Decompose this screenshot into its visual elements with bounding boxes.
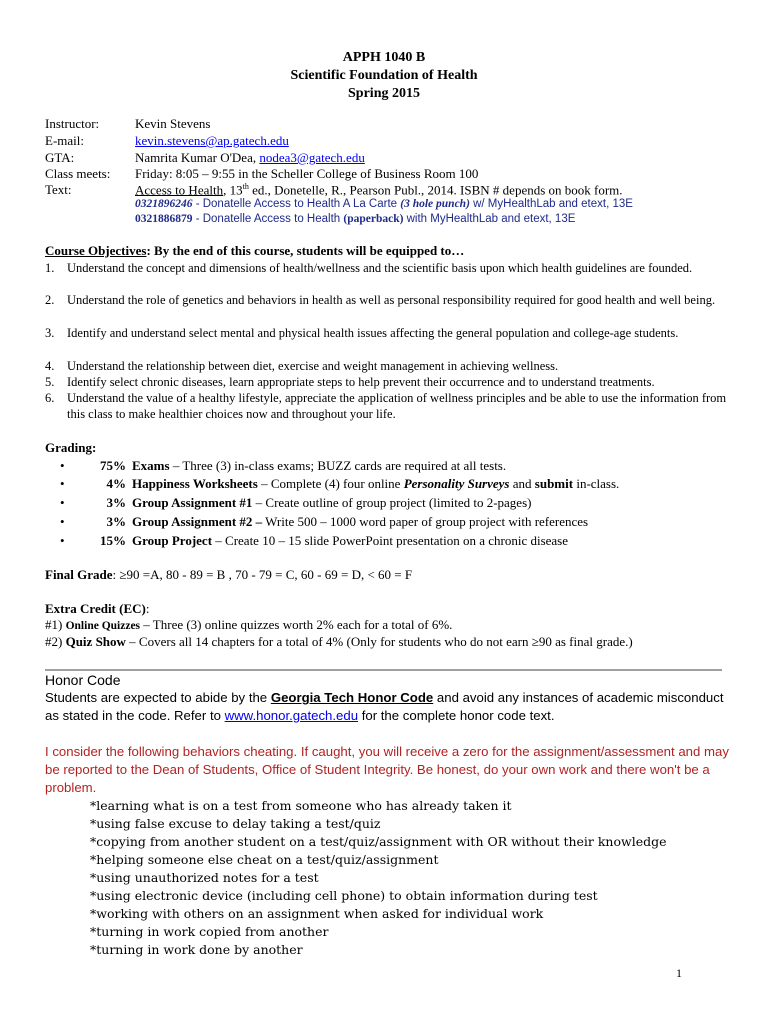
grading-heading: Grading: — [45, 440, 97, 455]
grading-item: • 3% Group Assignment #1 – Create outline of group project (limited to 2-pages) — [60, 495, 532, 510]
textbook-title: Access to Health — [135, 182, 224, 198]
objective-item: 1. Understand the concept and dimensions of health/wellness and the scientific basis upon which health guidelines are founded. — [45, 261, 693, 275]
honor-code-paragraph: Students are expected to abide by the Georgia Tech Honor Code and avoid any instances of academic misconduct as stated in the code. Refer to www.honor.gatech.edu for the complete honor code text. — [45, 690, 724, 723]
cheating-behavior-item: *copying from another student on a test/quiz/assignment with OR without their knowledge — [90, 834, 667, 849]
extra-credit-item-2: #2) Quiz Show – Covers all 14 chapters for a total of 4% (Only for students who do not earn ≥90 as final grade.) — [45, 634, 633, 649]
textbook: Access to Health, 13th ed., Donetelle, R., Pearson Publ., 2014. ISBN # depends on book form. — [135, 182, 623, 198]
email-label: E-mail: — [45, 133, 84, 148]
cheating-behavior-item: *turning in work done by another — [90, 942, 303, 957]
cheating-behavior-item: *working with others on an assignment when asked for individual work — [90, 906, 544, 921]
objectives-heading: Course Objectives: By the end of this course, students will be equipped to… — [45, 243, 465, 258]
cheating-behavior-item: *helping someone else cheat on a test/quiz/assignment — [90, 852, 439, 867]
objective-item: 2. Understand the role of genetics and behaviors in health as well as personal responsibility required for good health and well being. — [45, 293, 716, 307]
instructor-label: Instructor: — [45, 116, 100, 131]
objective-item: 3. Identify and understand select mental and physical health issues affecting the general population and college-age students. — [45, 326, 679, 340]
cheating-behavior-item: *using electronic device (including cell phone) to obtain information during test — [90, 888, 598, 903]
section-divider — [45, 669, 722, 671]
grading-item: • 75% Exams – Three (3) in-class exams; BUZZ cards are required at all tests. — [60, 458, 507, 473]
course-title: Scientific Foundation of Health — [290, 68, 478, 83]
honor-website-link[interactable]: www.honor.gatech.edu — [224, 708, 359, 723]
text-label: Text: — [45, 182, 72, 197]
cheating-behavior-item: *using false excuse to delay taking a test/quiz — [90, 816, 381, 831]
cheating-behavior-item: *learning what is on a test from someone who has already taken it — [90, 798, 512, 813]
objective-item: 6. Understand the value of a healthy lifestyle, appreciate the application of wellness principles and be able to use the information from this class to make healthier choices now and throughout your life. — [45, 391, 727, 421]
extra-credit-heading: Extra Credit (EC): — [45, 601, 150, 616]
gta-name: Namrita Kumar O'Dea, — [135, 150, 260, 165]
instructor-email-link[interactable]: kevin.stevens@ap.gatech.edu — [135, 133, 289, 148]
course-term: Spring 2015 — [348, 86, 420, 101]
objective-item: 5. Identify select chronic diseases, learn appropriate steps to help prevent their occurrence and to understand treatments. — [45, 375, 655, 389]
isbn-option-2: 0321886879 - Donatelle Access to Health (paperback) with MyHealthLab and etext, 13E — [135, 213, 576, 225]
course-code: APPH 1040 B — [342, 50, 426, 65]
grading-item: • 15% Group Project – Create 10 – 15 slide PowerPoint presentation on a chronic disease — [60, 533, 569, 548]
honor-code-name: Georgia Tech Honor Code — [270, 690, 434, 705]
gta-label: GTA: — [45, 150, 75, 165]
grading-item: • 3% Group Assignment #2 – Write 500 – 1000 word paper of group project with references — [60, 514, 589, 529]
extra-credit-item-1: #1) Online Quizzes – Three (3) online quizzes worth 2% each for a total of 6%. — [45, 617, 453, 632]
isbn-option-1: 0321896246 - Donatelle Access to Health A La Carte (3 hole punch) w/ MyHealthLab and etext, 13E — [135, 198, 633, 210]
final-grade: Final Grade: ≥90 =A, 80 - 89 = B , 70 - 79 = C, 60 - 69 = D, < 60 = F — [45, 567, 413, 582]
cheating-behavior-item: *using unauthorized notes for a test — [90, 870, 319, 885]
gta-email-link[interactable]: nodea3@gatech.edu — [259, 150, 365, 165]
cheating-warning: I consider the following behaviors cheating. If caught, you will receive a zero for the assignment/assessment and may be reported to the Dean of Students, Office of Student Integrity. Be honest, do your own work and there won't be a problem. — [45, 744, 729, 795]
instructor-name: Kevin Stevens — [135, 116, 211, 131]
cheating-behavior-item: *turning in work copied from another — [90, 924, 329, 939]
page-number: 1 — [676, 966, 682, 980]
honor-code-heading: Honor Code — [45, 672, 121, 688]
grading-item: • 4% Happiness Worksheets – Complete (4) four online Personality Surveys and submit in-class. — [60, 476, 620, 491]
objective-item: 4. Understand the relationship between diet, exercise and weight management in achieving wellness. — [45, 359, 559, 373]
meets-label: Class meets: — [45, 166, 111, 181]
class-meets: Friday: 8:05 – 9:55 in the Scheller College of Business Room 100 — [135, 166, 479, 181]
